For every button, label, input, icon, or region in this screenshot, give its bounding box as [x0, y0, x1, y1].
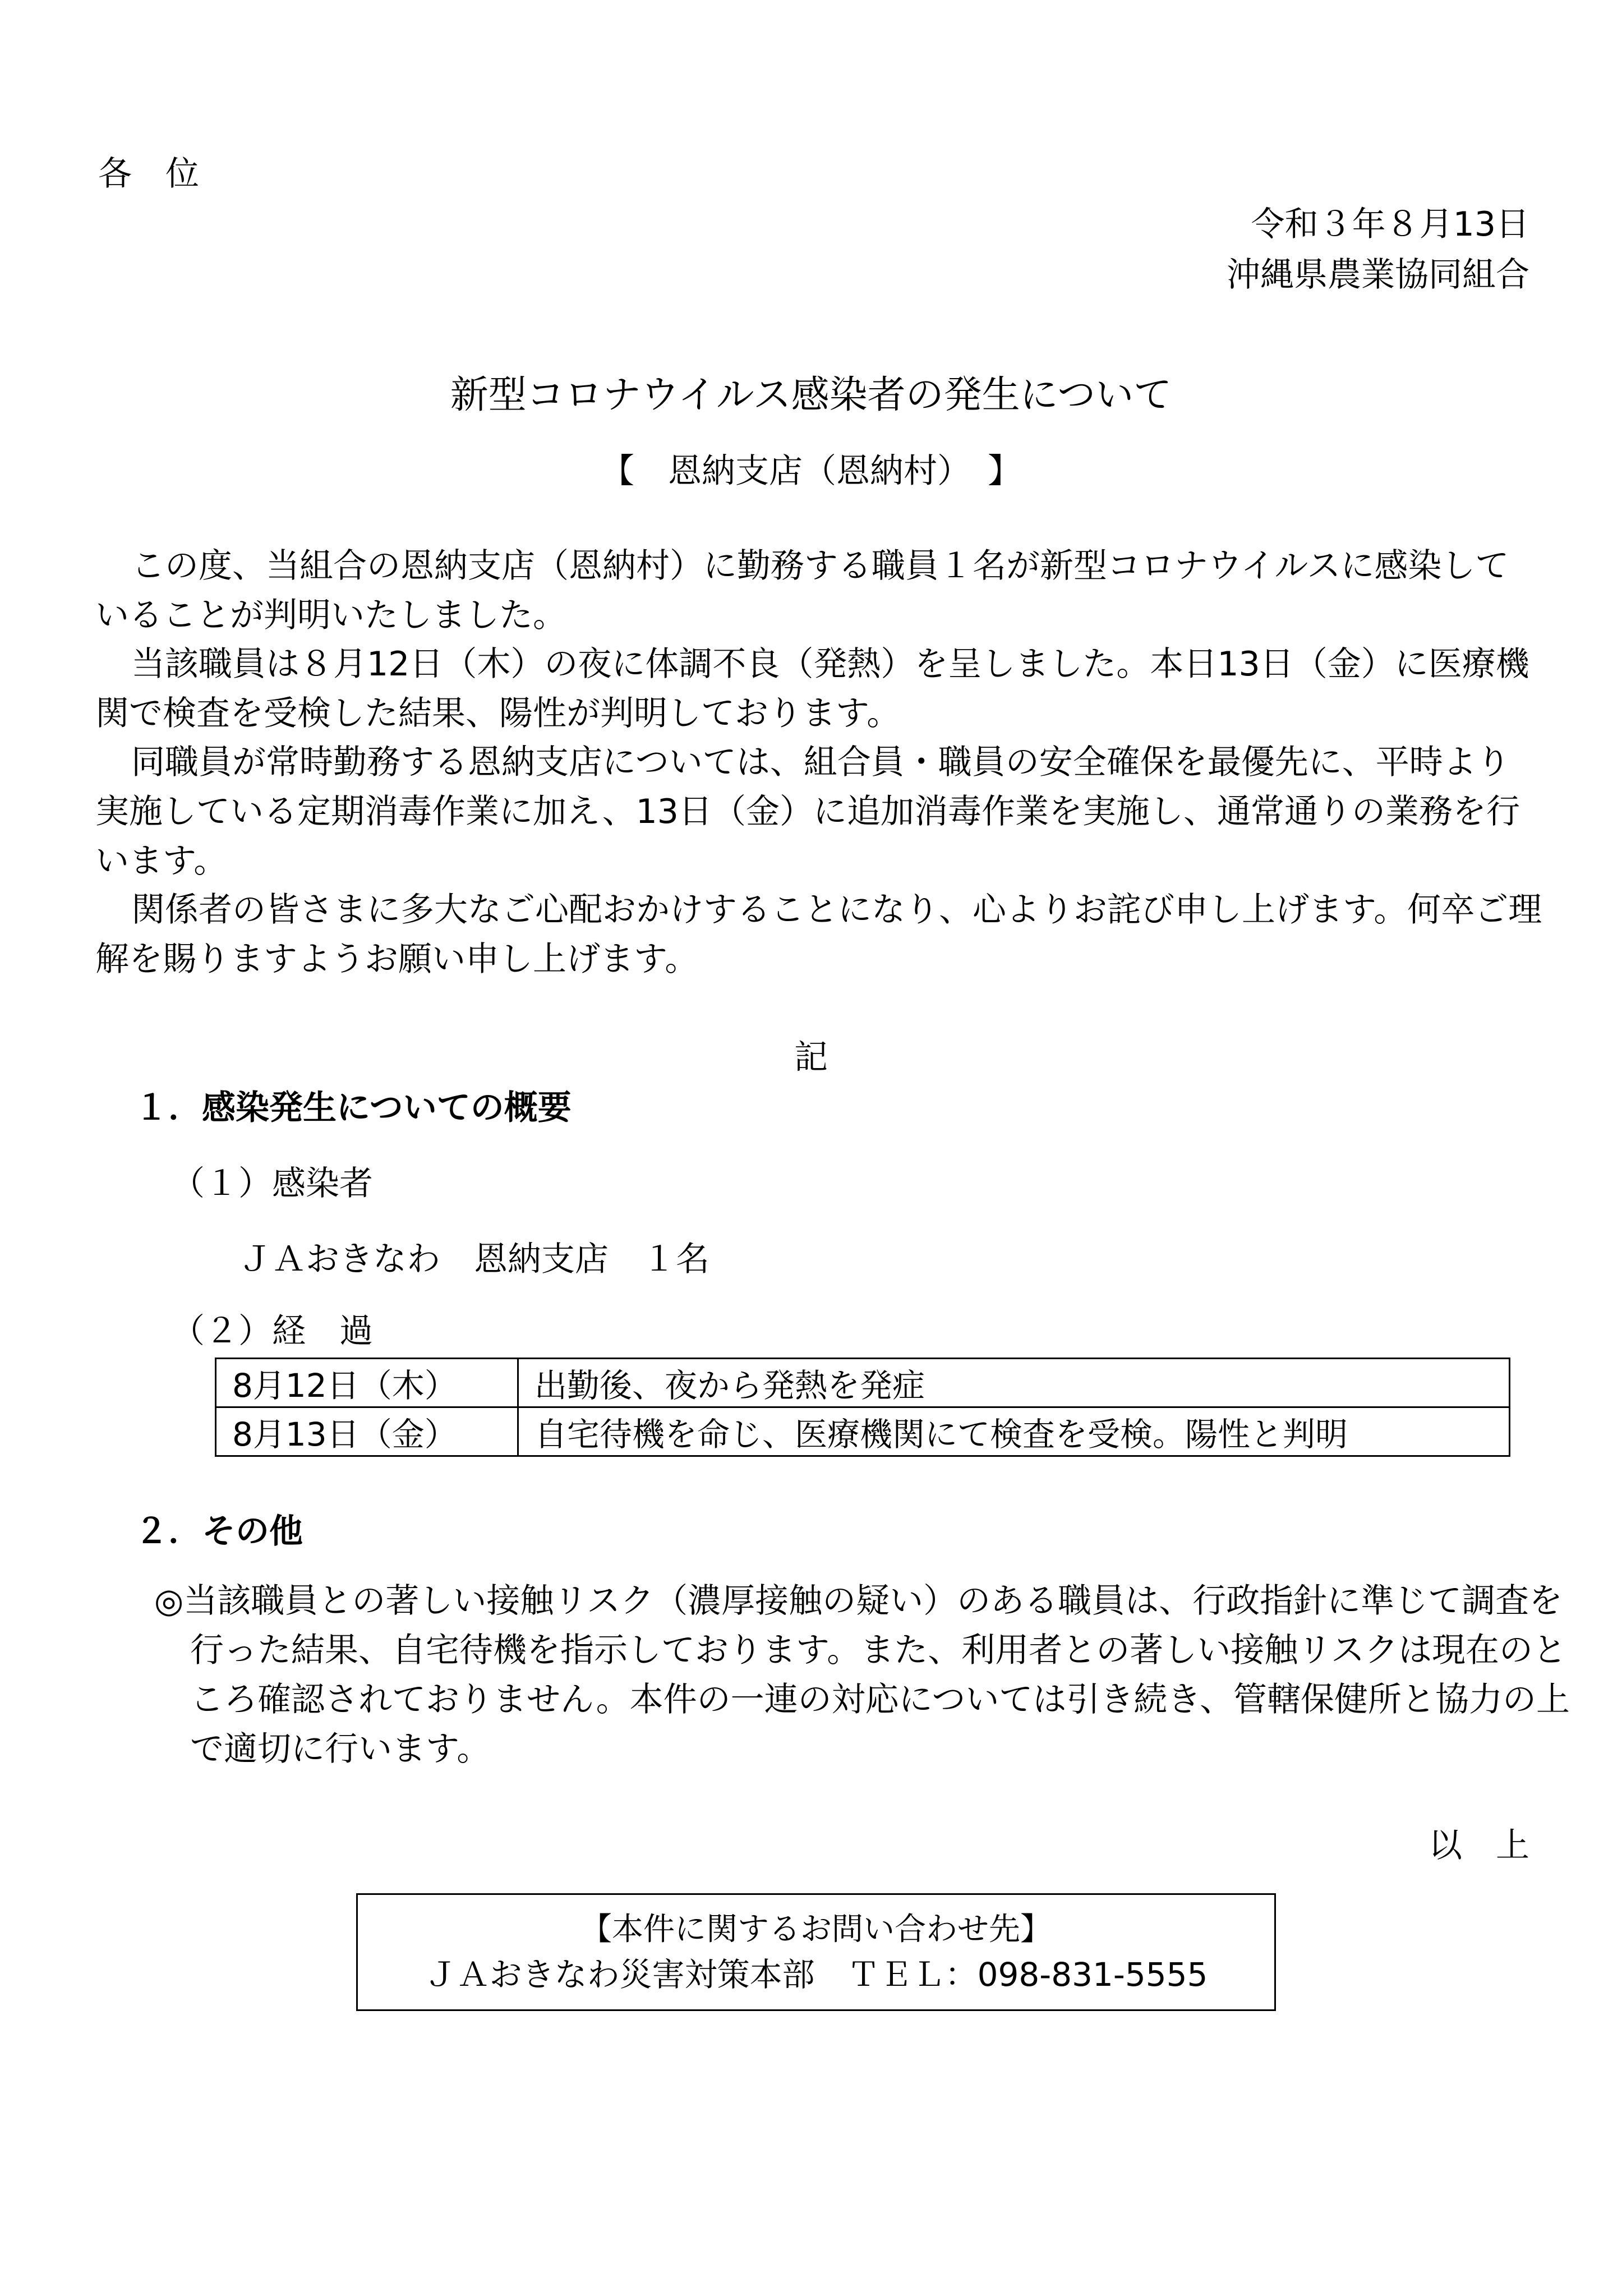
- progress-label: （２）経 過: [171, 1312, 373, 1351]
- section1-heading: １．感染発生についての概要: [135, 1088, 572, 1128]
- table-row: [216, 1407, 1510, 1456]
- infected-label: （１）感染者: [171, 1164, 373, 1203]
- progress-date: 8月12日（木）: [216, 1359, 518, 1407]
- progress-event: 自宅待機を命じ、医療機関にて検査を受検。陽性と判明: [518, 1407, 1510, 1456]
- document-title: 新型コロナウイルス感染者の発生について: [450, 373, 1172, 417]
- contact-heading: 【本件に関するお問い合わせ先】: [580, 1911, 1052, 1948]
- progress-event: 出勤後、夜から発熱を発症: [518, 1359, 1510, 1407]
- progress-date: 8月13日（金）: [216, 1407, 518, 1456]
- closing: 以 上: [1429, 1826, 1529, 1865]
- addressee: 各 位: [98, 154, 199, 194]
- table-row: [216, 1359, 1510, 1407]
- date: 令和３年８月13日: [1251, 205, 1529, 244]
- contact-box: [356, 1893, 1276, 2011]
- progress-table: [215, 1358, 1510, 1457]
- document-subtitle: 【 恩納支店（恩納村） 】: [601, 452, 1021, 491]
- body-paragraph-4: 関係者の皆さまに多大なご心配おかけすることになり、心よりお詫び申し上げます。何卒ご理解を賜りますようお願い申し上げます。: [95, 890, 1542, 979]
- ki-mark: 記: [794, 1038, 828, 1077]
- body-paragraph-3: 同職員が常時勤務する恩納支店については、組合員・職員の安全確保を最優先に、平時より実施している定期消毒作業に加え、13日（金）に追加消毒作業を実施し、通常通りの業務を行います。: [95, 743, 1520, 881]
- section2-heading: ２．その他: [135, 1512, 303, 1551]
- contact-line: ＪＡおきなわ災害対策本部 ＴＥＬ：098-831-5555: [424, 1955, 1208, 1994]
- section2-text: ◎当該職員との著しい接触リスク（濃厚接触の疑い）のある職員は、行政指針に準じて調査を行った結果、自宅待機を指示しております。また、利用者との著しい接触リスクは現在のところ確認されておりません。本件の一連の対応については引き続き、管轄保健所と協力の上で適切に行います。: [154, 1581, 1570, 1769]
- body-paragraph-2: 当該職員は８月12日（木）の夜に体調不良（発熱）を呈しました。本日13日（金）に医療機関で検査を受検した結果、陽性が判明しております。: [95, 645, 1529, 733]
- issuer: 沖縄県農業協同組合: [1227, 255, 1529, 295]
- body-paragraph-1: この度、当組合の恩納支店（恩納村）に勤務する職員１名が新型コロナウイルスに感染していることが判明いたしました。: [95, 546, 1509, 635]
- infected-value: ＪＡおきなわ 恩納支店 １名: [238, 1240, 709, 1279]
